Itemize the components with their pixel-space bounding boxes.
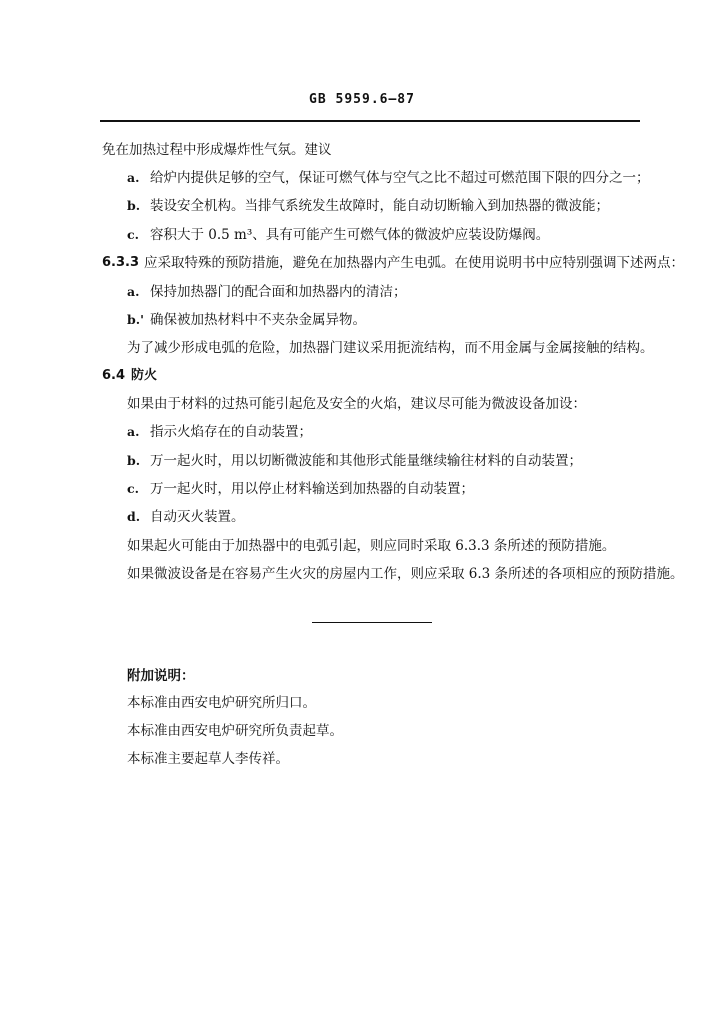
paragraph: 为了减少形成电弧的危险，加热器门建议采用扼流结构，而不用金属与金属接触的结构。 <box>127 340 654 356</box>
appendix-line: 本标准由西安电炉研究所负责起草。 <box>127 723 343 739</box>
appendix-title: 附加说明： <box>127 668 195 684</box>
section-text: 应采取特殊的预防措施，避免在加热器内产生电弧。在使用说明书中应特别强调下述两点： <box>144 255 684 271</box>
list-item: 确保被加热材料中不夹杂金属异物。 <box>150 312 366 328</box>
header-rule <box>100 120 640 122</box>
list-item: 装设安全机构。当排气系统发生故障时，能自动切断输入到加热器的微波能； <box>150 198 609 214</box>
list-marker: c. <box>127 227 139 242</box>
list-marker: a. <box>127 284 140 299</box>
list-item: 自动灭火装置。 <box>150 509 245 525</box>
paragraph: 如果由于材料的过热可能引起危及安全的火焰，建议尽可能为微波设备加设： <box>127 396 586 412</box>
list-item: 万一起火时，用以切断微波能和其他形式能量继续输往材料的自动装置； <box>150 453 582 469</box>
list-item: 给炉内提供足够的空气，保证可燃气体与空气之比不超过可燃范围下限的四分之一； <box>150 170 650 186</box>
list-marker: a. <box>127 424 140 439</box>
section-title: 防火 <box>131 368 158 383</box>
list-item: 容积大于 0.5 m³、具有可能产生可燃气体的微波炉应装设防爆阀。 <box>150 227 550 243</box>
list-marker: b. <box>127 198 141 213</box>
list-marker: a. <box>127 170 140 185</box>
list-marker: b. <box>127 453 141 468</box>
appendix-line: 本标准由西安电炉研究所归口。 <box>127 695 316 711</box>
paragraph: 如果微波设备是在容易产生火灾的房屋内工作，则应采取 6.3 条所述的各项相应的预防措施。 <box>127 566 684 582</box>
list-item: 万一起火时，用以停止材料输送到加热器的自动装置； <box>150 481 474 497</box>
section-number: 6.4 <box>102 368 126 383</box>
list-marker: c. <box>127 481 139 496</box>
section-separator <box>312 622 432 623</box>
continued-paragraph: 免在加热过程中形成爆炸性气氛。建议 <box>102 142 332 158</box>
list-item: 指示火焰存在的自动装置； <box>150 424 312 440</box>
appendix-line: 本标准主要起草人李传祥。 <box>127 751 289 767</box>
list-marker: d. <box>127 509 141 524</box>
list-marker: b.' <box>127 312 144 327</box>
standard-code-header: GB 5959.6—87 <box>309 92 415 107</box>
paragraph: 如果起火可能由于加热器中的电弧引起，则应同时采取 6.3.3 条所述的预防措施。 <box>127 538 616 554</box>
list-item: 保持加热器门的配合面和加热器内的清洁； <box>150 284 407 300</box>
section-number: 6.3.3 <box>102 255 140 270</box>
